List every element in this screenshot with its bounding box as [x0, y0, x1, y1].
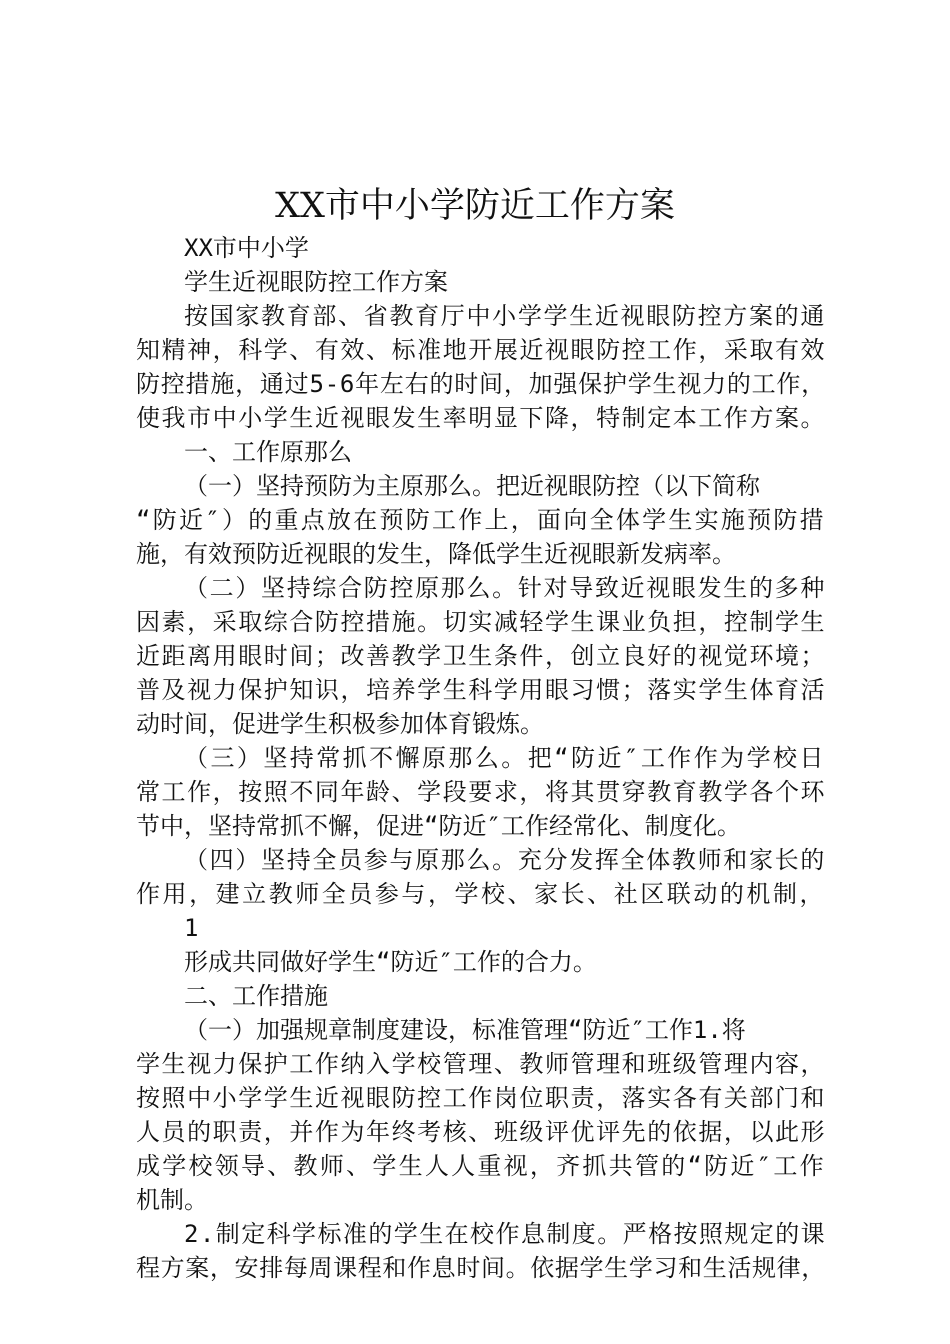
text-line: 形成共同做好学生“防近″工作的合力。 — [184, 948, 597, 976]
text-line: 使我市中小学生近视眼发生率明显下降，特制定本工作方案。 — [136, 404, 827, 432]
text-line: 动时间，促进学生积极参加体育锻炼。 — [136, 710, 544, 738]
text-line: 机制。 — [136, 1186, 208, 1214]
text-line: 节中，坚持常抓不懈，促进“防近″工作经常化、制度化。 — [136, 812, 741, 840]
text-line: 程方案，安排每周课程和作息时间。依据学生学习和生活规律， — [136, 1254, 826, 1282]
text-line: 二、工作措施 — [184, 982, 328, 1010]
text-line: 常工作，按照不同年龄、学段要求，将其贯穿教育教学各个环 — [136, 778, 827, 806]
text-line: 施，有效预防近视眼的发生，降低学生近视眼新发病率。 — [136, 540, 736, 568]
text-line: XX市中小学 — [184, 234, 309, 262]
text-line: 知精神，科学、有效、标准地开展近视眼防控工作，采取有效 — [136, 336, 827, 364]
document-title: XX市中小学防近工作方案 — [275, 186, 675, 226]
text-line: 成学校领导、教师、学生人人重视，齐抓共管的“防近″工作 — [136, 1152, 826, 1180]
text-line: 学生视力保护工作纳入学校管理、教师管理和班级管理内容， — [136, 1050, 827, 1078]
text-line: 普及视力保护知识，培养学生科学用眼习惯；落实学生体育活 — [136, 676, 827, 704]
text-line: 2.制定科学标准的学生在校作息制度。严格按照规定的课 — [184, 1220, 827, 1248]
text-line: 因素，采取综合防控措施。切实减轻学生课业负担，控制学生 — [136, 608, 827, 636]
text-line: （三）坚持常抓不懈原那么。把“防近″工作作为学校日 — [184, 744, 826, 772]
text-line: 人员的职责，并作为年终考核、班级评优评先的依据，以此形 — [136, 1118, 827, 1146]
text-line: （二）坚持综合防控原那么。针对导致近视眼发生的多种 — [184, 574, 826, 602]
text-line: 一、工作原那么 — [184, 438, 352, 466]
text-line: 按国家教育部、省教育厅中小学学生近视眼防控方案的通 — [184, 302, 826, 330]
text-line: 学生近视眼防控工作方案 — [184, 268, 448, 296]
text-line: （一）加强规章制度建设，标准管理“防近″工作1.将 — [184, 1016, 746, 1044]
text-line: （四）坚持全员参与原那么。充分发挥全体教师和家长的 — [184, 846, 826, 874]
document-body — [136, 231, 826, 1285]
text-line: 近距离用眼时间；改善教学卫生条件，创立良好的视觉环境； — [136, 642, 827, 670]
text-line: （一）坚持预防为主原那么。把近视眼防控（以下简称 — [184, 472, 760, 500]
text-line: 防控措施，通过5-6年左右的时间，加强保护学生视力的工作， — [136, 370, 826, 398]
text-line: “防近″）的重点放在预防工作上，面向全体学生实施预防措 — [136, 506, 826, 534]
page-number: 1 — [184, 914, 199, 942]
text-line: 按照中小学学生近视眼防控工作岗位职责，落实各有关部门和 — [136, 1084, 827, 1112]
text-line: 作用，建立教师全员参与，学校、家长、社区联动的机制， — [136, 880, 827, 908]
